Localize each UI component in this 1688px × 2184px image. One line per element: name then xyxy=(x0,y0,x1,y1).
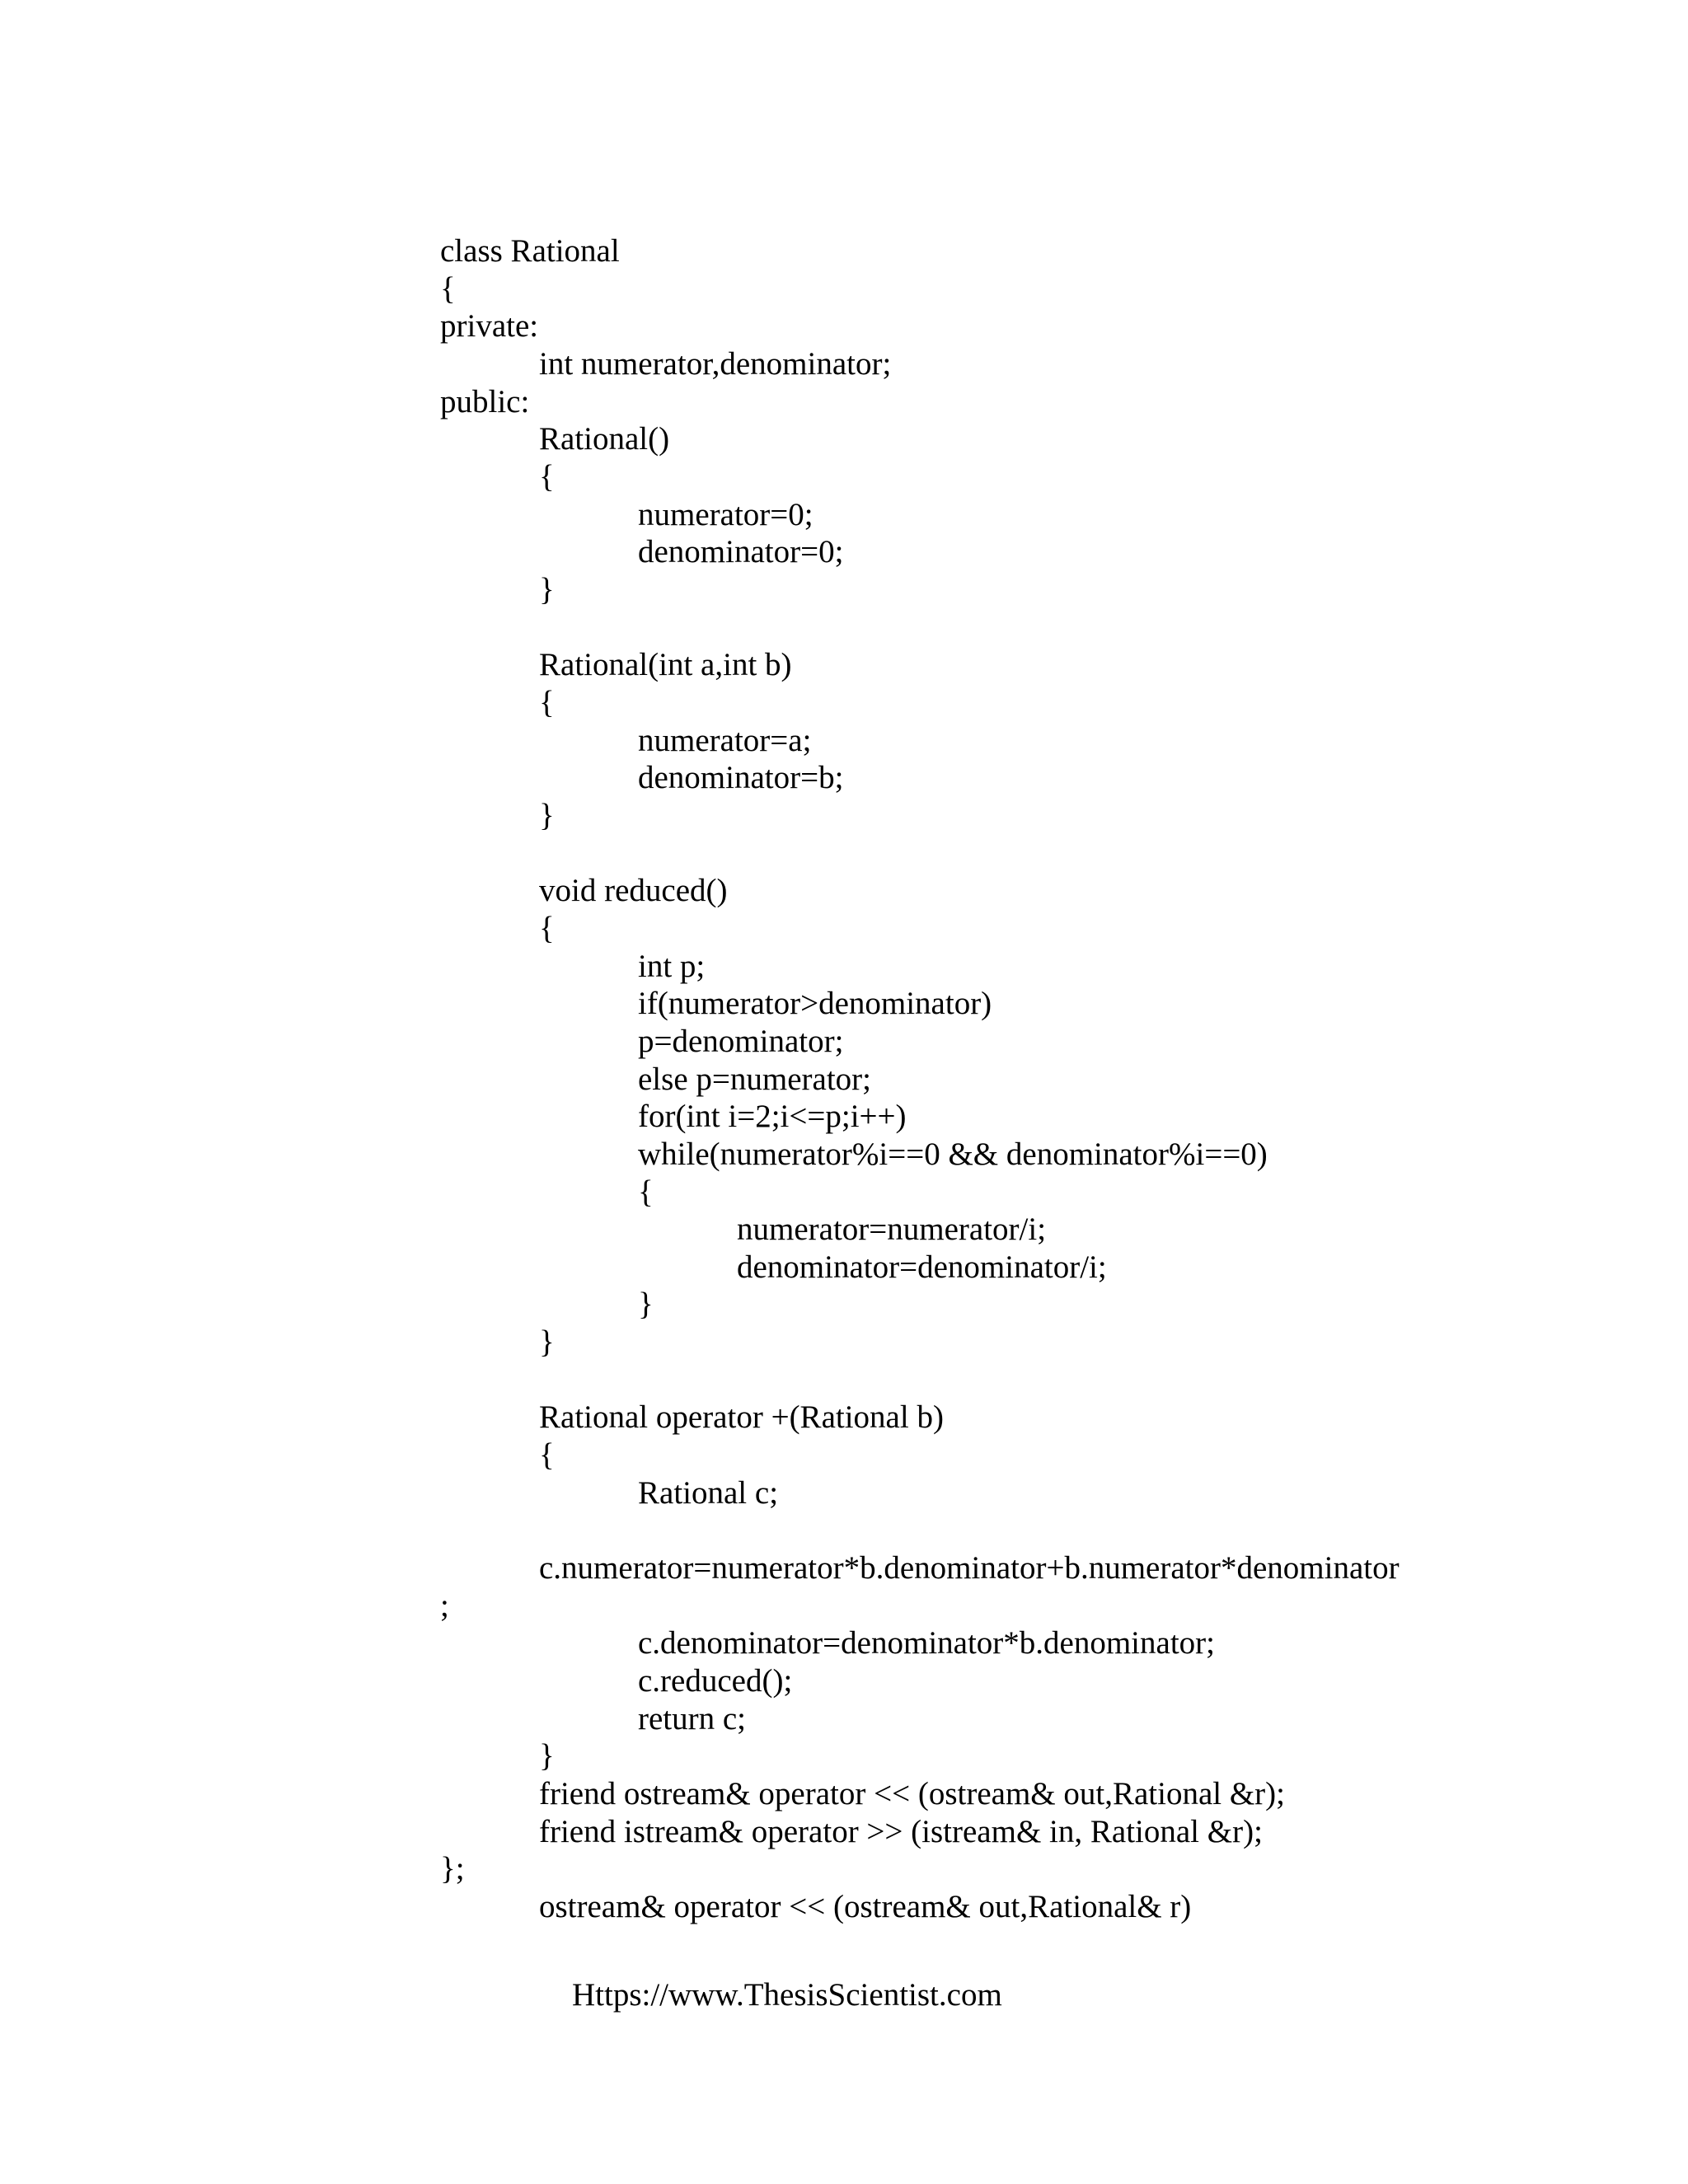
code-line: Rational() xyxy=(539,421,670,457)
code-line: { xyxy=(539,458,555,494)
code-line: class Rational xyxy=(440,233,620,269)
code-line: denominator=denominator/i; xyxy=(737,1249,1107,1285)
code-line: { xyxy=(539,1437,555,1474)
code-line: c.numerator=numerator*b.denominator+b.numerator*denominator xyxy=(539,1550,1400,1586)
code-line: int numerator,denominator; xyxy=(539,345,892,382)
code-line: friend istream& operator >> (istream& in, Rational &r); xyxy=(539,1813,1263,1849)
code-line: { xyxy=(539,910,555,946)
code-line: numerator=numerator/i; xyxy=(737,1212,1047,1248)
code-line: } xyxy=(539,571,555,607)
code-line: Rational operator +(Rational b) xyxy=(539,1399,944,1436)
code-line: else p=numerator; xyxy=(638,1061,871,1097)
code-line: } xyxy=(638,1286,654,1323)
code-line: for(int i=2;i<=p;i++) xyxy=(638,1099,907,1135)
code-line: denominator=b; xyxy=(638,760,844,796)
code-line: } xyxy=(539,1738,555,1774)
code-line: } xyxy=(539,1324,555,1361)
footer-url: Https://www.ThesisScientist.com xyxy=(572,1977,1002,2013)
code-line: return c; xyxy=(638,1700,747,1736)
code-line: p=denominator; xyxy=(638,1023,844,1059)
code-line: numerator=a; xyxy=(638,722,812,758)
code-line: Rational c; xyxy=(638,1474,779,1511)
code-line: } xyxy=(539,797,555,833)
code-line: { xyxy=(638,1174,654,1210)
code-line: friend ostream& operator << (ostream& out,Rational &r); xyxy=(539,1776,1285,1812)
code-line: { xyxy=(539,684,555,720)
code-line: { xyxy=(440,270,456,307)
code-line: private: xyxy=(440,308,539,344)
code-line: int p; xyxy=(638,948,706,984)
code-line: c.denominator=denominator*b.denominator; xyxy=(638,1625,1215,1661)
code-line: while(numerator%i==0 && denominator%i==0) xyxy=(638,1136,1268,1172)
code-line: numerator=0; xyxy=(638,496,814,532)
code-line: c.reduced(); xyxy=(638,1663,793,1699)
code-line: if(numerator>denominator) xyxy=(638,986,992,1022)
code-line: }; xyxy=(440,1851,465,1887)
code-line: ; xyxy=(440,1587,449,1624)
code-line: Rational(int a,int b) xyxy=(539,647,792,683)
code-line: public: xyxy=(440,383,530,419)
code-line: ostream& operator << (ostream& out,Rational& r) xyxy=(539,1889,1192,1925)
code-line: denominator=0; xyxy=(638,534,844,570)
code-line: void reduced() xyxy=(539,873,728,909)
